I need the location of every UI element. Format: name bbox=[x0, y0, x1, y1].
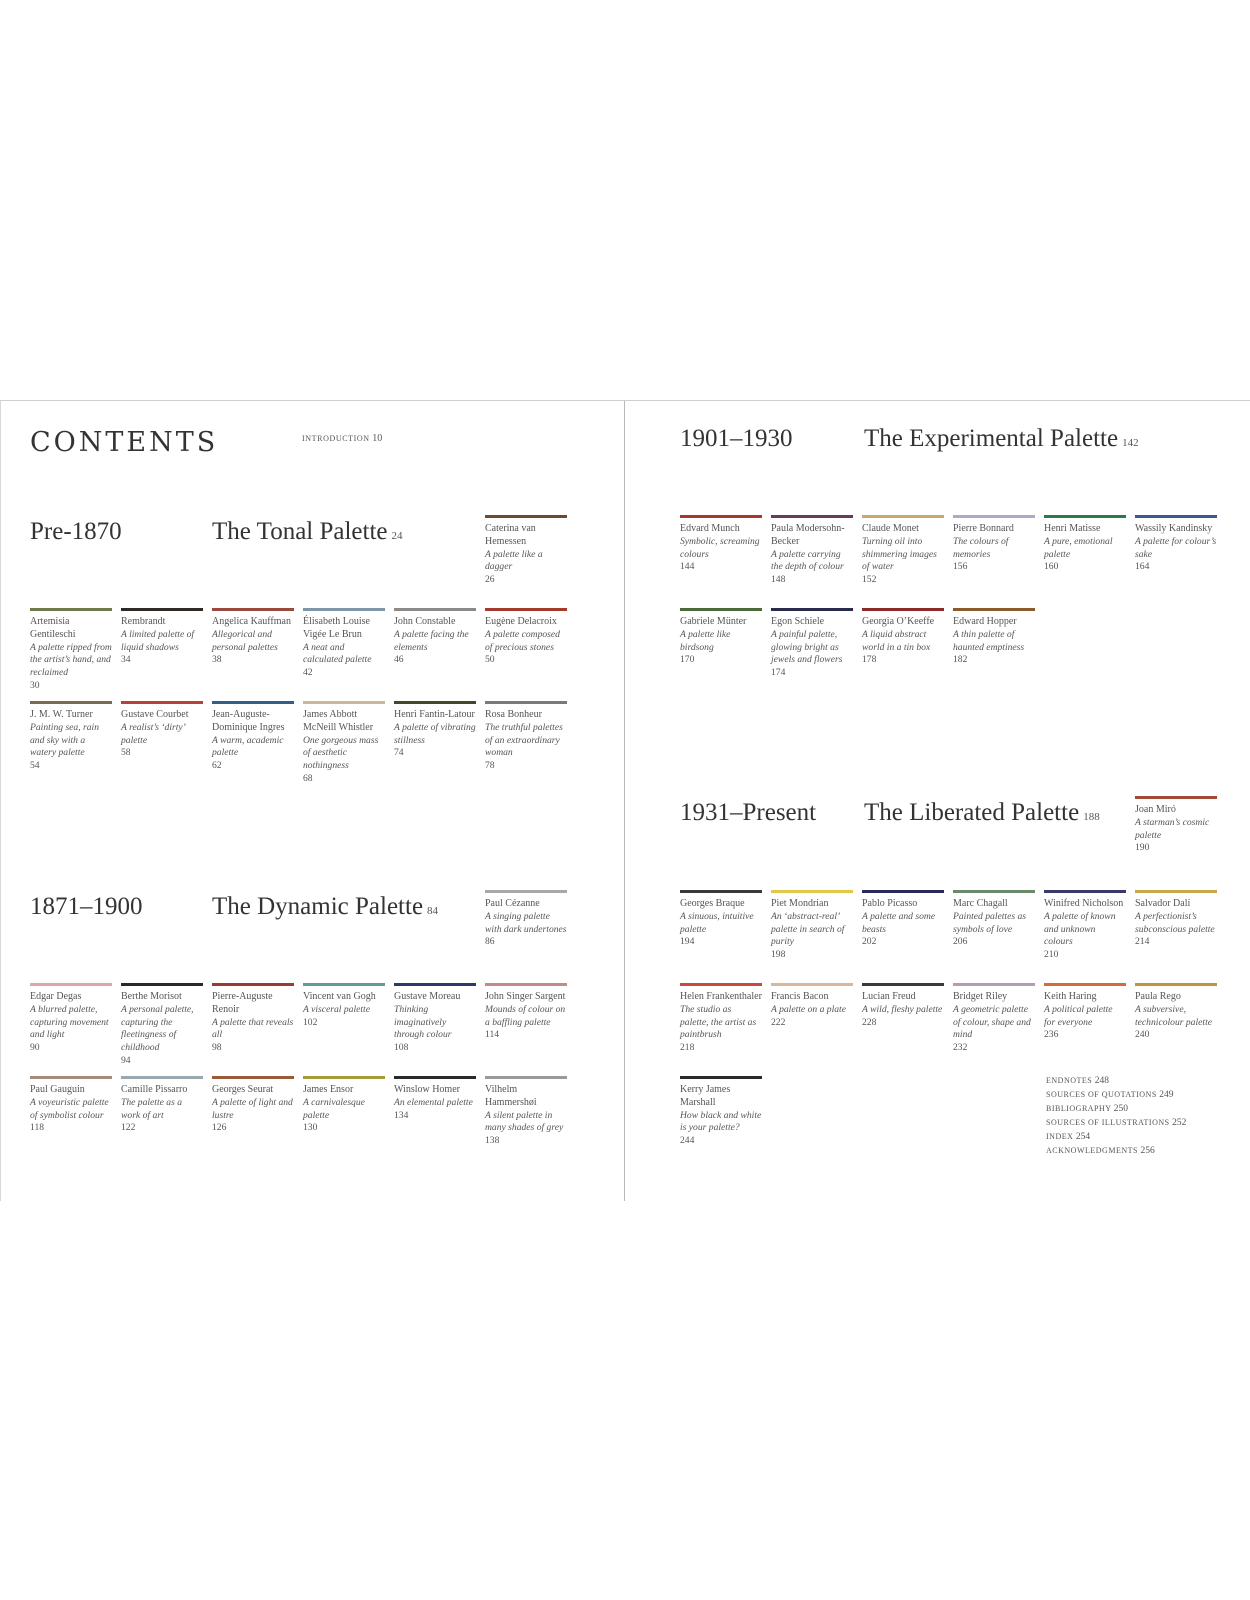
contents-entry[interactable] bbox=[862, 983, 944, 1029]
entry-description: A political palette for everyone bbox=[1044, 1003, 1113, 1028]
entry-page-number: 236 bbox=[1044, 1029, 1059, 1041]
gutter-divider bbox=[624, 401, 625, 1201]
palette-color-bar bbox=[30, 1076, 112, 1079]
contents-entry[interactable] bbox=[212, 983, 294, 1055]
entry-page-number: 126 bbox=[212, 1122, 227, 1134]
palette-color-bar bbox=[680, 890, 762, 893]
entry-artist: Georgia O’Keeffe bbox=[862, 616, 935, 627]
entry-page-number: 90 bbox=[30, 1042, 40, 1054]
palette-color-bar bbox=[485, 515, 567, 518]
entry-description: A personal palette, capturing the fleetingness of childhood bbox=[121, 1003, 194, 1054]
entry-page-number: 50 bbox=[485, 654, 495, 666]
contents-entry[interactable] bbox=[212, 701, 294, 773]
palette-color-bar bbox=[680, 515, 762, 518]
entry-description: Symbolic, screaming colours bbox=[680, 535, 760, 560]
entry-page-number: 108 bbox=[394, 1042, 409, 1054]
contents-entry[interactable] bbox=[121, 608, 203, 667]
backmatter-item[interactable] bbox=[1046, 1116, 1186, 1130]
entry-artist: Francis Bacon bbox=[771, 991, 829, 1002]
contents-entry[interactable] bbox=[212, 1076, 294, 1135]
entry-page-number: 232 bbox=[953, 1042, 968, 1054]
contents-entry[interactable] bbox=[303, 608, 385, 680]
contents-entry[interactable] bbox=[862, 515, 944, 587]
entry-description: A palette facing the elements bbox=[394, 628, 469, 653]
entry-artist: Artemisia Gentileschi bbox=[30, 616, 76, 640]
contents-entry[interactable] bbox=[1135, 515, 1217, 574]
entry-description: A palette and some beasts bbox=[862, 910, 936, 935]
contents-entry[interactable] bbox=[1135, 890, 1217, 949]
backmatter-page: 254 bbox=[1075, 1132, 1091, 1142]
palette-color-bar bbox=[394, 608, 476, 611]
entry-page-number: 68 bbox=[303, 772, 313, 784]
entry-description: A liquid abstract world in a tin box bbox=[862, 628, 931, 653]
entry-description: A palette on a plate bbox=[771, 1003, 846, 1015]
entry-description: A carnivalesque palette bbox=[303, 1096, 365, 1121]
page-edge bbox=[0, 401, 1, 1201]
entry-artist: Wassily Kandinsky bbox=[1135, 523, 1213, 534]
entry-artist: James Abbott McNeill Whistler bbox=[303, 709, 374, 733]
entry-description: The palette as a work of art bbox=[121, 1096, 183, 1121]
entry-artist: Kerry James Marshall bbox=[680, 1084, 731, 1108]
entry-description: A palette ripped from the artist’s hand, and reclaimed bbox=[30, 641, 112, 679]
entry-description: The truthful palettes of an extraordinary woman bbox=[485, 721, 563, 759]
entry-artist: Jean-Auguste-Dominique Ingres bbox=[212, 709, 285, 733]
entry-page-number: 190 bbox=[1135, 842, 1150, 854]
entry-page-number: 244 bbox=[680, 1135, 695, 1147]
contents-entry[interactable] bbox=[303, 983, 385, 1029]
entry-artist: Bridget Riley bbox=[953, 991, 1008, 1002]
contents-entry[interactable] bbox=[485, 515, 567, 587]
contents-entry[interactable] bbox=[1044, 515, 1126, 574]
palette-color-bar bbox=[1135, 515, 1217, 518]
entry-page-number: 198 bbox=[771, 949, 786, 961]
backmatter-list bbox=[1046, 1074, 1186, 1158]
backmatter-page: 249 bbox=[1159, 1090, 1174, 1100]
entry-page-number: 194 bbox=[680, 936, 695, 948]
entry-artist: Salvador Dalí bbox=[1135, 898, 1191, 909]
contents-entry[interactable] bbox=[30, 608, 112, 693]
palette-color-bar bbox=[394, 1076, 476, 1079]
entry-page-number: 94 bbox=[121, 1054, 131, 1066]
contents-entry[interactable] bbox=[30, 701, 112, 773]
entry-page-number: 54 bbox=[30, 760, 40, 772]
entry-artist: Paul Cézanne bbox=[485, 898, 540, 909]
palette-color-bar bbox=[212, 1076, 294, 1079]
contents-entry[interactable] bbox=[485, 608, 567, 667]
palette-color-bar bbox=[862, 515, 944, 518]
backmatter-label: INDEX bbox=[1046, 1132, 1074, 1141]
contents-entry[interactable] bbox=[953, 608, 1035, 667]
palette-color-bar bbox=[771, 608, 853, 611]
entry-description: A silent palette in many shades of grey bbox=[485, 1109, 564, 1134]
entry-page-number: 78 bbox=[485, 760, 495, 772]
entry-artist: Pablo Picasso bbox=[862, 898, 918, 909]
contents-entry[interactable] bbox=[771, 983, 853, 1029]
introduction-link[interactable] bbox=[302, 433, 382, 444]
entry-description: A palette for colour’s sake bbox=[1135, 535, 1217, 560]
entry-page-number: 206 bbox=[953, 936, 968, 948]
entry-artist: Pierre Bonnard bbox=[953, 523, 1014, 534]
entry-artist: Marc Chagall bbox=[953, 898, 1008, 909]
contents-entry[interactable] bbox=[680, 515, 762, 574]
contents-entry[interactable] bbox=[303, 701, 385, 786]
section-title bbox=[212, 893, 438, 921]
palette-color-bar bbox=[1044, 515, 1126, 518]
entry-description: A pure, emotional palette bbox=[1044, 535, 1113, 560]
entry-description: A starman’s cosmic palette bbox=[1135, 816, 1210, 841]
palette-color-bar bbox=[121, 608, 203, 611]
entry-description: Painting sea, rain and sky with a watery palette bbox=[30, 721, 100, 759]
contents-entry[interactable] bbox=[30, 983, 112, 1055]
backmatter-item[interactable] bbox=[1046, 1144, 1186, 1158]
contents-entry[interactable] bbox=[485, 890, 567, 949]
entry-artist: Lucian Freud bbox=[862, 991, 916, 1002]
palette-color-bar bbox=[485, 701, 567, 704]
entry-description: A wild, fleshy palette bbox=[862, 1003, 943, 1015]
entry-artist: J. M. W. Turner bbox=[30, 709, 93, 720]
backmatter-page: 250 bbox=[1113, 1104, 1129, 1114]
entry-page-number: 62 bbox=[212, 760, 222, 772]
palette-color-bar bbox=[121, 1076, 203, 1079]
entry-description: A palette carrying the depth of colour bbox=[771, 548, 844, 573]
contents-entry[interactable] bbox=[30, 1076, 112, 1135]
entry-artist: Winifred Nicholson bbox=[1044, 898, 1124, 909]
contents-entry[interactable] bbox=[121, 701, 203, 760]
palette-color-bar bbox=[1044, 983, 1126, 986]
entry-page-number: 144 bbox=[680, 561, 695, 573]
contents-entry[interactable] bbox=[953, 983, 1035, 1055]
entry-description: A blurred palette, capturing movement and light bbox=[30, 1003, 109, 1041]
entry-page-number: 240 bbox=[1135, 1029, 1150, 1041]
entry-artist: Vincent van Gogh bbox=[303, 991, 376, 1002]
contents-entry[interactable] bbox=[1044, 983, 1126, 1042]
entry-page-number: 182 bbox=[953, 654, 968, 666]
book-spread bbox=[0, 400, 1250, 1201]
section-title bbox=[212, 518, 403, 546]
palette-color-bar bbox=[1044, 890, 1126, 893]
section-page: 142 bbox=[1122, 437, 1139, 449]
entry-artist: Henri Matisse bbox=[1044, 523, 1101, 534]
contents-entry[interactable] bbox=[394, 701, 476, 760]
entry-description: Mounds of colour on a baffling palette bbox=[485, 1003, 566, 1028]
entry-artist: John Singer Sargent bbox=[485, 991, 566, 1002]
entry-description: A palette of known and unknown colours bbox=[1044, 910, 1116, 948]
contents-entry[interactable] bbox=[394, 608, 476, 667]
entry-artist: Rosa Bonheur bbox=[485, 709, 542, 720]
entry-page-number: 218 bbox=[680, 1042, 695, 1054]
section-title-text: The Experimental Palette bbox=[864, 425, 1119, 452]
entry-artist: Edvard Munch bbox=[680, 523, 740, 534]
backmatter-page: 256 bbox=[1140, 1146, 1155, 1156]
entry-page-number: 122 bbox=[121, 1122, 136, 1134]
section-title-text: The Tonal Palette bbox=[212, 518, 388, 545]
entry-page-number: 26 bbox=[485, 574, 495, 586]
contents-entry[interactable] bbox=[680, 983, 762, 1055]
contents-entry[interactable] bbox=[771, 608, 853, 680]
entry-artist: Keith Haring bbox=[1044, 991, 1097, 1002]
entry-artist: Pierre-Auguste Renoir bbox=[212, 991, 273, 1015]
entry-page-number: 210 bbox=[1044, 949, 1059, 961]
palette-color-bar bbox=[212, 983, 294, 986]
entry-page-number: 118 bbox=[30, 1122, 45, 1134]
palette-color-bar bbox=[30, 701, 112, 704]
backmatter-item[interactable] bbox=[1046, 1102, 1186, 1116]
entry-description: Painted palettes as symbols of love bbox=[953, 910, 1027, 935]
entry-artist: Henri Fantin-Latour bbox=[394, 709, 475, 720]
entry-page-number: 130 bbox=[303, 1122, 318, 1134]
entry-description: A voyeuristic palette of symbolist colour bbox=[30, 1096, 109, 1121]
palette-color-bar bbox=[862, 608, 944, 611]
palette-color-bar bbox=[303, 608, 385, 611]
contents-entry[interactable] bbox=[394, 983, 476, 1055]
backmatter-label: SOURCES OF ILLUSTRATIONS bbox=[1046, 1118, 1170, 1127]
entry-artist: John Constable bbox=[394, 616, 456, 627]
contents-entry[interactable] bbox=[771, 890, 853, 962]
section-title-text: The Liberated Palette bbox=[864, 799, 1080, 826]
entry-description: A palette of light and lustre bbox=[212, 1096, 293, 1121]
palette-color-bar bbox=[953, 608, 1035, 611]
entry-page-number: 42 bbox=[303, 667, 313, 679]
entry-artist: Caterina van Hemessen bbox=[485, 523, 536, 547]
contents-entry[interactable] bbox=[212, 608, 294, 667]
section-page: 24 bbox=[391, 530, 403, 542]
entry-artist: Gabriele Münter bbox=[680, 616, 747, 627]
entry-page-number: 222 bbox=[771, 1016, 786, 1028]
palette-color-bar bbox=[394, 983, 476, 986]
palette-color-bar bbox=[303, 701, 385, 704]
entry-page-number: 38 bbox=[212, 654, 222, 666]
contents-entry[interactable] bbox=[121, 983, 203, 1068]
entry-page-number: 160 bbox=[1044, 561, 1059, 573]
entry-description: A warm, academic palette bbox=[212, 734, 284, 759]
palette-color-bar bbox=[1135, 796, 1217, 799]
entry-page-number: 74 bbox=[394, 747, 404, 759]
entry-description: A palette of vibrating stillness bbox=[394, 721, 476, 746]
entry-description: Allegorical and personal palettes bbox=[212, 628, 278, 653]
palette-color-bar bbox=[680, 1076, 762, 1079]
backmatter-item[interactable] bbox=[1046, 1088, 1186, 1102]
entry-description: A perfectionist’s subconscious palette bbox=[1135, 910, 1215, 935]
entry-artist: Élisabeth Louise Vigée Le Brun bbox=[303, 616, 370, 640]
palette-color-bar bbox=[953, 890, 1035, 893]
contents-entry[interactable] bbox=[680, 608, 762, 667]
entry-artist: Berthe Morisot bbox=[121, 991, 182, 1002]
contents-entry[interactable] bbox=[485, 1076, 567, 1148]
palette-color-bar bbox=[1135, 983, 1217, 986]
entry-artist: Piet Mondrian bbox=[771, 898, 829, 909]
entry-page-number: 156 bbox=[953, 561, 968, 573]
entry-artist: Georges Braque bbox=[680, 898, 745, 909]
palette-color-bar bbox=[121, 701, 203, 704]
palette-color-bar bbox=[303, 983, 385, 986]
entry-description: A visceral palette bbox=[303, 1003, 370, 1015]
entry-page-number: 152 bbox=[862, 574, 877, 586]
contents-entry[interactable] bbox=[1044, 890, 1126, 962]
entry-description: A palette like a dagger bbox=[485, 548, 543, 573]
contents-entry[interactable] bbox=[953, 890, 1035, 949]
introduction-page: 10 bbox=[372, 433, 383, 444]
section-title bbox=[864, 799, 1100, 827]
entry-page-number: 98 bbox=[212, 1042, 222, 1054]
backmatter-item[interactable] bbox=[1046, 1130, 1186, 1144]
palette-color-bar bbox=[30, 608, 112, 611]
entry-artist: Georges Seurat bbox=[212, 1084, 274, 1095]
contents-entry[interactable] bbox=[485, 983, 567, 1042]
contents-entry[interactable] bbox=[680, 1076, 762, 1148]
entry-page-number: 214 bbox=[1135, 936, 1150, 948]
entry-artist: Eugène Delacroix bbox=[485, 616, 557, 627]
palette-color-bar bbox=[485, 608, 567, 611]
entry-description: How black and white is your palette? bbox=[680, 1109, 762, 1134]
entry-page-number: 134 bbox=[394, 1109, 409, 1121]
contents-entry[interactable] bbox=[303, 1076, 385, 1135]
entry-artist: Egon Schiele bbox=[771, 616, 825, 627]
entry-description: A thin palette of haunted emptiness bbox=[953, 628, 1025, 653]
entry-description: The studio as palette, the artist as paintbrush bbox=[680, 1003, 757, 1041]
backmatter-label: ENDNOTES bbox=[1046, 1076, 1093, 1085]
entry-artist: Rembrandt bbox=[121, 616, 166, 627]
palette-color-bar bbox=[121, 983, 203, 986]
entry-artist: Edward Hopper bbox=[953, 616, 1017, 627]
entry-page-number: 170 bbox=[680, 654, 695, 666]
entry-page-number: 30 bbox=[30, 679, 40, 691]
palette-color-bar bbox=[485, 1076, 567, 1079]
palette-color-bar bbox=[953, 515, 1035, 518]
palette-color-bar bbox=[485, 890, 567, 893]
entry-page-number: 138 bbox=[485, 1135, 500, 1147]
palette-color-bar bbox=[680, 983, 762, 986]
palette-color-bar bbox=[212, 701, 294, 704]
palette-color-bar bbox=[953, 983, 1035, 986]
contents-entry[interactable] bbox=[1135, 983, 1217, 1042]
entry-description: A palette like birdsong bbox=[680, 628, 731, 653]
entry-page-number: 178 bbox=[862, 654, 877, 666]
entry-artist: Edgar Degas bbox=[30, 991, 82, 1002]
section-page: 84 bbox=[427, 905, 439, 917]
contents-entry[interactable] bbox=[1135, 796, 1217, 855]
contents-entry[interactable] bbox=[121, 1076, 203, 1135]
backmatter-page: 248 bbox=[1094, 1076, 1109, 1086]
entry-artist: Paul Gauguin bbox=[30, 1084, 85, 1095]
entry-description: A neat and calculated palette bbox=[303, 641, 372, 666]
entry-page-number: 148 bbox=[771, 574, 786, 586]
entry-description: A realist’s ‘dirty’ palette bbox=[121, 721, 185, 746]
contents-entry[interactable] bbox=[394, 1076, 476, 1122]
section-years: 1931–Present bbox=[680, 799, 817, 826]
palette-color-bar bbox=[771, 983, 853, 986]
palette-color-bar bbox=[680, 608, 762, 611]
entry-page-number: 46 bbox=[394, 654, 404, 666]
section-page: 188 bbox=[1083, 811, 1100, 823]
backmatter-label: BIBLIOGRAPHY bbox=[1046, 1104, 1112, 1113]
palette-color-bar bbox=[862, 983, 944, 986]
entry-artist: Gustave Moreau bbox=[394, 991, 461, 1002]
contents-entry[interactable] bbox=[862, 608, 944, 667]
entry-artist: James Ensor bbox=[303, 1084, 354, 1095]
entry-artist: Paula Rego bbox=[1135, 991, 1181, 1002]
entry-description: A subversive, technicolour palette bbox=[1135, 1003, 1212, 1028]
entry-description: A painful palette, glowing bright as jewels and flowers bbox=[771, 628, 843, 666]
contents-entry[interactable] bbox=[485, 701, 567, 773]
palette-color-bar bbox=[1135, 890, 1217, 893]
entry-description: Turning oil into shimmering images of water bbox=[862, 535, 937, 573]
palette-color-bar bbox=[212, 608, 294, 611]
entry-artist: Angelica Kauffman bbox=[212, 616, 291, 627]
contents-entry[interactable] bbox=[862, 890, 944, 949]
backmatter-item[interactable] bbox=[1046, 1074, 1186, 1088]
section-years: 1871–1900 bbox=[30, 893, 143, 920]
entry-artist: Winslow Homer bbox=[394, 1084, 460, 1095]
palette-color-bar bbox=[485, 983, 567, 986]
entry-page-number: 34 bbox=[121, 654, 131, 666]
palette-color-bar bbox=[303, 1076, 385, 1079]
entry-artist: Camille Pissarro bbox=[121, 1084, 188, 1095]
entry-description: A singing palette with dark undertones bbox=[485, 910, 567, 935]
entry-page-number: 114 bbox=[485, 1029, 500, 1041]
entry-page-number: 102 bbox=[303, 1016, 318, 1028]
contents-entry[interactable] bbox=[771, 515, 853, 587]
entry-page-number: 202 bbox=[862, 936, 877, 948]
entry-artist: Gustave Courbet bbox=[121, 709, 189, 720]
entry-artist: Paula Modersohn-Becker bbox=[771, 523, 845, 547]
entry-description: An ‘abstract-real’ palette in search of purity bbox=[771, 910, 845, 948]
contents-entry[interactable] bbox=[953, 515, 1035, 574]
entry-artist: Vilhelm Hammershøi bbox=[485, 1084, 537, 1108]
palette-color-bar bbox=[771, 890, 853, 893]
entry-page-number: 228 bbox=[862, 1016, 877, 1028]
backmatter-label: SOURCES OF QUOTATIONS bbox=[1046, 1090, 1157, 1099]
entry-description: A palette composed of precious stones bbox=[485, 628, 560, 653]
entry-artist: Claude Monet bbox=[862, 523, 919, 534]
entry-description: A geometric palette of colour, shape and mind bbox=[953, 1003, 1031, 1041]
palette-color-bar bbox=[862, 890, 944, 893]
entry-description: A limited palette of liquid shadows bbox=[121, 628, 195, 653]
entry-artist: Joan Miró bbox=[1135, 804, 1176, 815]
entry-description: One gorgeous mass of aesthetic nothingness bbox=[303, 734, 379, 772]
palette-color-bar bbox=[30, 983, 112, 986]
entry-page-number: 174 bbox=[771, 667, 786, 679]
entry-description: A palette that reveals all bbox=[212, 1016, 294, 1041]
entry-page-number: 58 bbox=[121, 747, 131, 759]
entry-artist: Helen Frankenthaler bbox=[680, 991, 762, 1002]
backmatter-page: 252 bbox=[1172, 1118, 1187, 1128]
section-title bbox=[864, 425, 1139, 453]
backmatter-label: ACKNOWLEDGMENTS bbox=[1046, 1146, 1138, 1155]
contents-entry[interactable] bbox=[680, 890, 762, 949]
entry-description: An elemental palette bbox=[394, 1096, 473, 1108]
section-years: 1901–1930 bbox=[680, 425, 793, 452]
palette-color-bar bbox=[394, 701, 476, 704]
entry-description: The colours of memories bbox=[953, 535, 1009, 560]
introduction-label: INTRODUCTION bbox=[302, 434, 370, 443]
entry-description: A sinuous, intuitive palette bbox=[680, 910, 754, 935]
entry-description: Thinking imaginatively through colour bbox=[394, 1003, 452, 1041]
contents-title: CONTENTS bbox=[30, 427, 219, 458]
palette-color-bar bbox=[771, 515, 853, 518]
entry-page-number: 86 bbox=[485, 936, 495, 948]
section-years: Pre-1870 bbox=[30, 518, 122, 545]
section-title-text: The Dynamic Palette bbox=[212, 893, 424, 920]
entry-page-number: 164 bbox=[1135, 561, 1150, 573]
